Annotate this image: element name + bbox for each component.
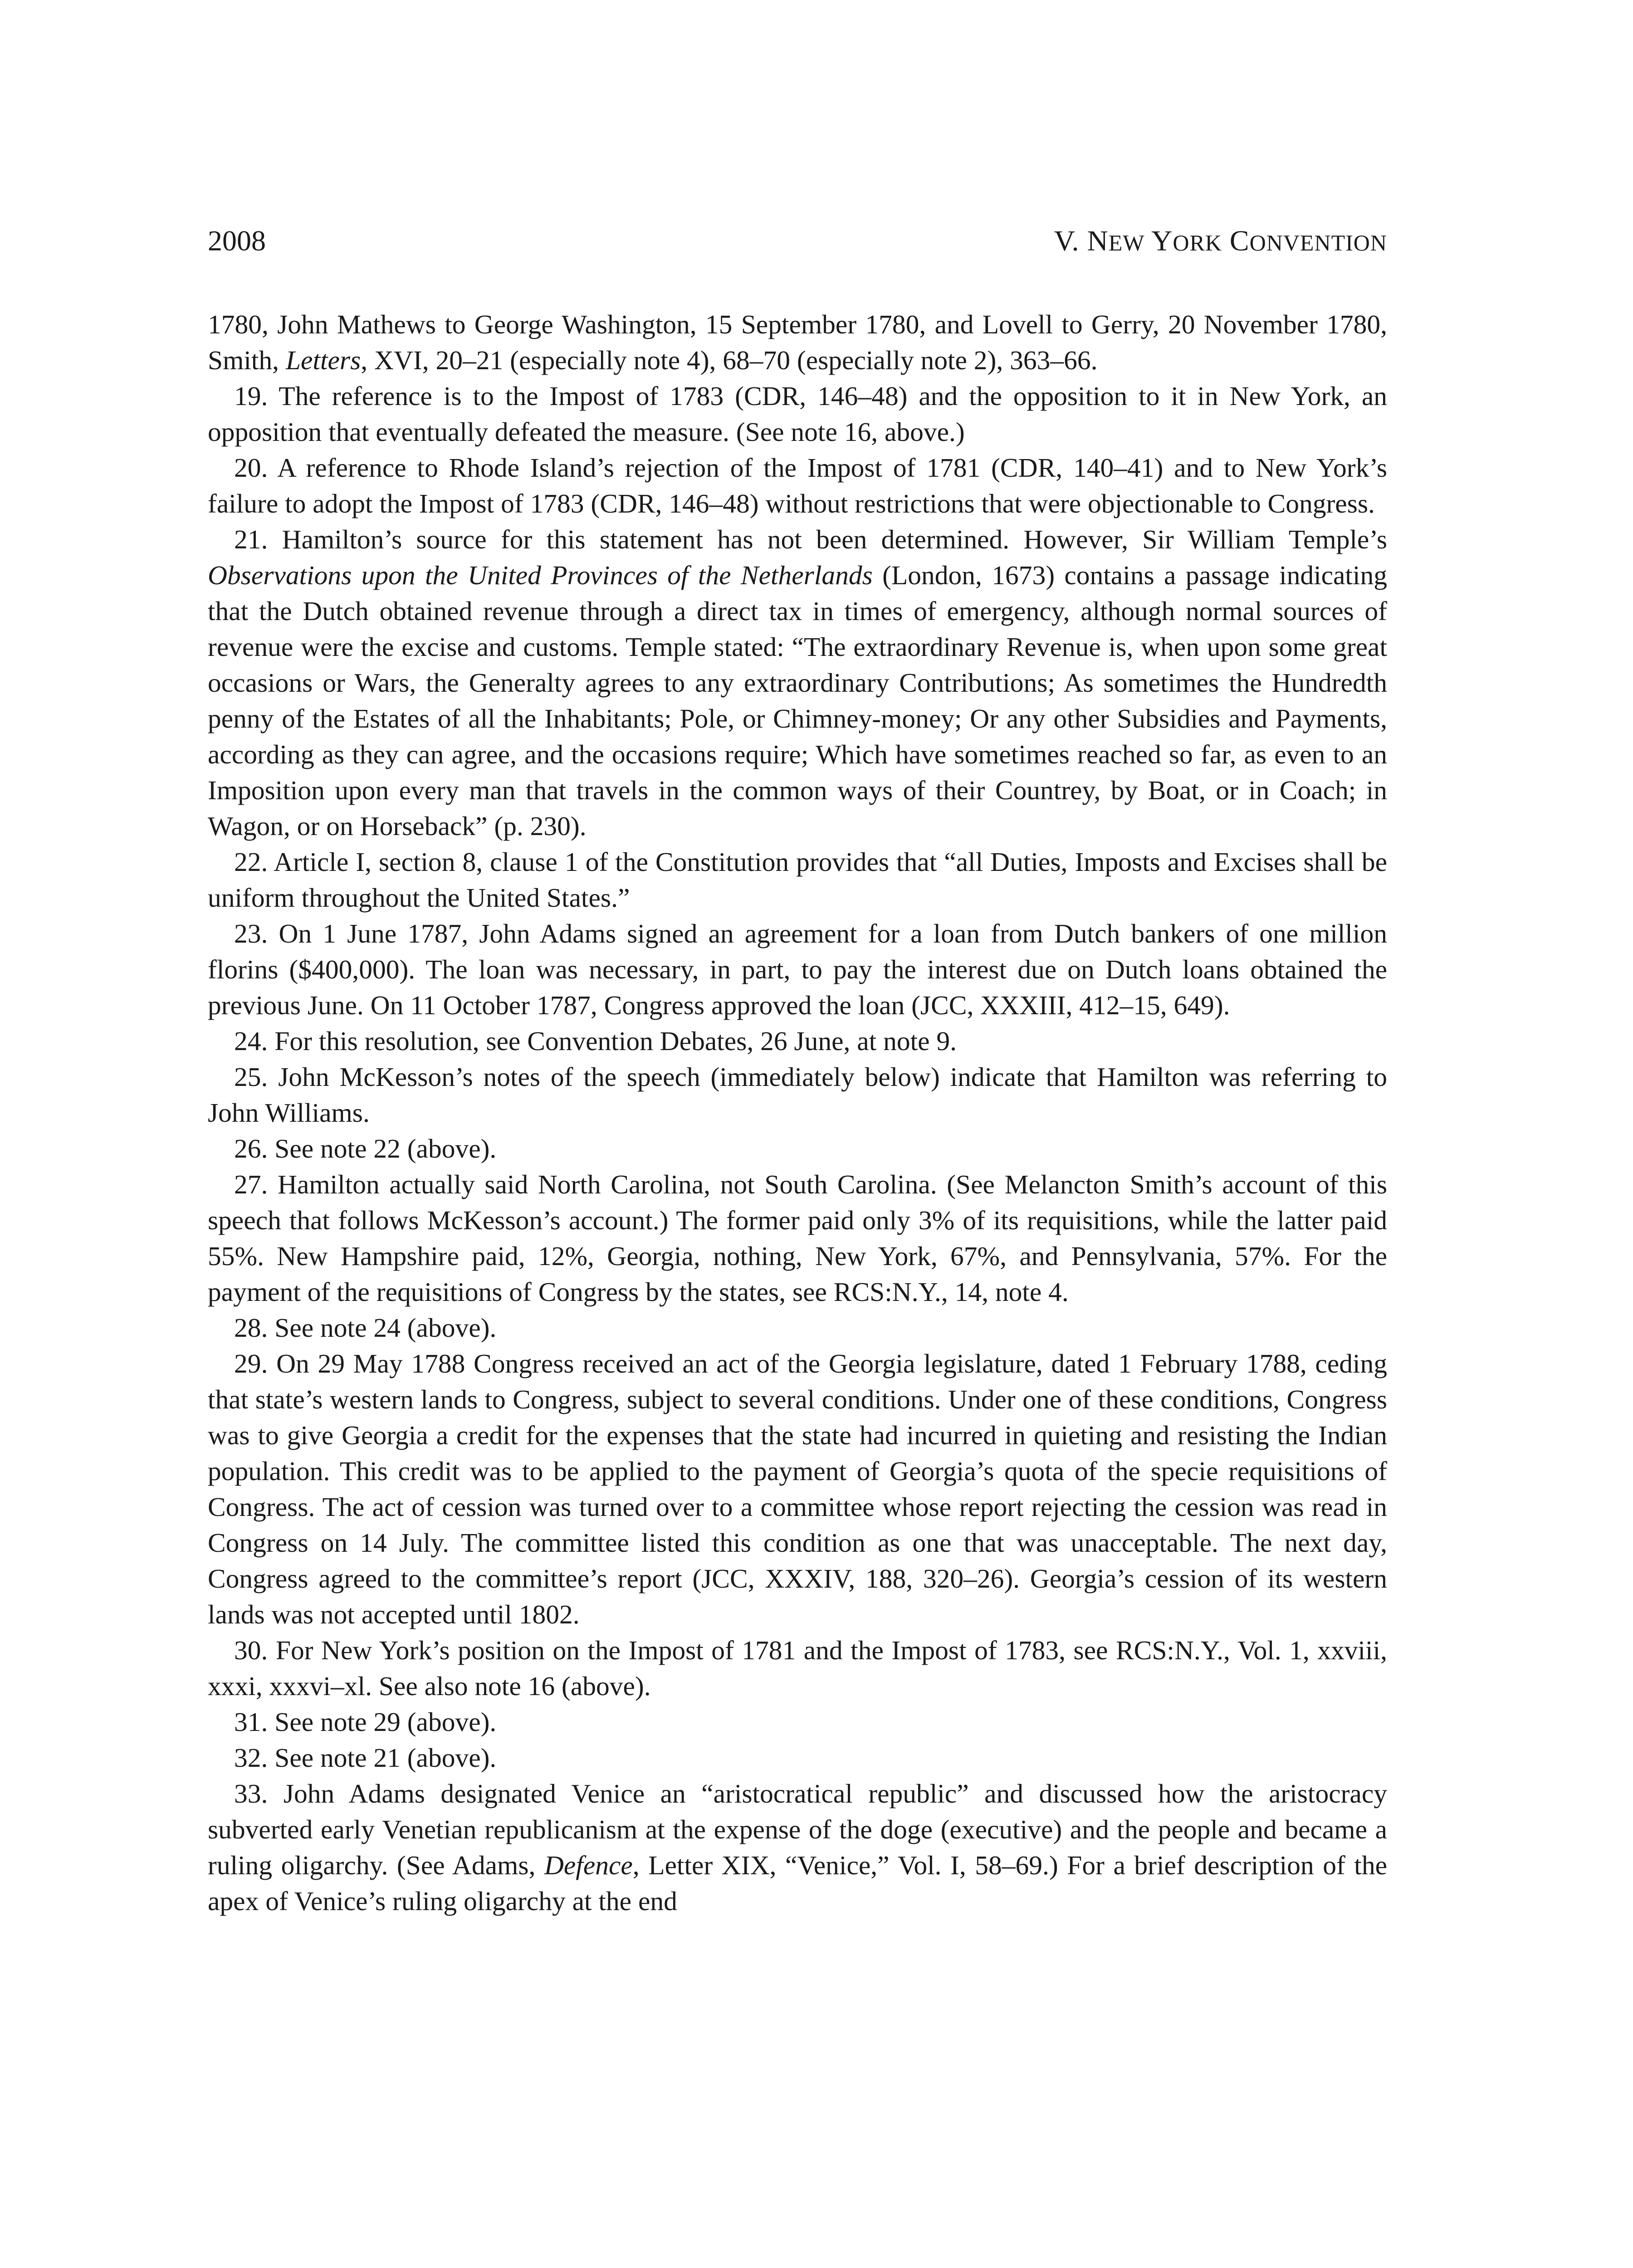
footnote-26: [208, 1131, 1387, 1167]
footnote-text: , Letter XIX, “Venice,” Vol. I, 58–69.) For a brief description of the apex of Venice’s ruling oligarchy at the end: [208, 1850, 1387, 1916]
footnote-text: John Adams designated Venice an “aristocratical republic” and discussed how the aristocracy subverted early Venetian republicanism at the expense of the doge (executive) and the people and became a ruling oligarchy. (See Adams,: [208, 1779, 1388, 1880]
footnote-28: [208, 1310, 1387, 1346]
page-number: 2008: [208, 225, 266, 257]
footnote-number: 20.: [234, 453, 277, 483]
footnote-text: The reference is to the Impost of 1783 (CDR, 146–48) and the opposition to it in New York, an opposition that eventually defeated the measure. (See note 16, above.): [208, 381, 1387, 447]
italic-title: Observations upon the United Provinces of the Netherlands: [208, 560, 873, 590]
footnote-19: [208, 378, 1387, 450]
footnote-33: [208, 1776, 1387, 1919]
footnote-number: 29.: [234, 1349, 277, 1378]
footnote-text: See note 24 (above).: [274, 1313, 497, 1343]
footnote-continuation: [208, 307, 1387, 378]
footnote-text: Hamilton’s source for this statement has not been determined. However, Sir William Temple’s: [282, 524, 1388, 554]
footnote-25: [208, 1059, 1387, 1131]
footnote-number: 30.: [234, 1635, 276, 1665]
italic-title: Defence: [544, 1850, 633, 1880]
footnote-text: For New York’s position on the Impost of 1781 and the Impost of 1783, see RCS:N.Y., Vol. 1, xxviii, xxxi, xxxvi–xl. See also note 16 (above).: [208, 1635, 1387, 1701]
footnote-text: 1780, John Mathews to George Washington, 15 September 1780, and Lovell to Gerry, 20 November 1780, Smith,: [208, 309, 1387, 375]
footnote-27: [208, 1167, 1387, 1310]
document-page: [208, 0, 1387, 2268]
footnote-number: 26.: [234, 1134, 275, 1163]
footnote-text: On 1 June 1787, John Adams signed an agreement for a loan from Dutch bankers of one million florins ($400,000). The loan was necessary, in part, to pay the interest due on Dutch loans obtained the previous June. On 11 October 1787, Congress approved the loan (JCC, XXXIII, 412–15, 649).: [208, 919, 1387, 1020]
footnote-22: [208, 844, 1387, 916]
section-title: V. NEW YORK CONVENTION: [1054, 225, 1387, 257]
footnote-number: 31.: [234, 1707, 275, 1737]
footnote-text: On 29 May 1788 Congress received an act of the Georgia legislature, dated 1 February 1788, ceding that state’s western lands to Congress, subject to several conditions. Under one of these conditions, Congress was to give Georgia a credit for the expenses that the state had incurred in quieting and resisting the Indian population. This credit was to be applied to the payment of Georgia’s quota of the specie requisitions of Congress. The act of cession was turned over to a committee whose report rejecting the cession was read in Congress on 14 July. The committee listed this condition as one that was unacceptable. The next day, Congress agreed to the committee’s report (JCC, XXXIV, 188, 320–26). Georgia’s cession of its western lands was not accepted until 1802.: [208, 1349, 1388, 1629]
footnote-number: 22.: [234, 847, 274, 877]
footnote-number: 28.: [234, 1313, 275, 1343]
footnote-text: Hamilton actually said North Carolina, not South Carolina. (See Melancton Smith’s account of this speech that follows McKesson’s account.) The former paid only 3% of its requisitions, while the latter paid 55%. New Hampshire paid, 12%, Georgia, nothing, New York, 67%, and Pennsylvania, 57%. For the payment of the requisitions of Congress by the states, see RCS:N.Y., 14, note 4.: [208, 1169, 1387, 1307]
footnote-number: 27.: [234, 1169, 278, 1199]
footnote-31: [208, 1704, 1387, 1740]
footnote-32: [208, 1740, 1387, 1776]
footnote-number: 19.: [234, 381, 279, 411]
footnote-number: 25.: [234, 1062, 279, 1092]
footnote-number: 21.: [234, 524, 282, 554]
footnote-20: [208, 450, 1387, 522]
footnote-text: See note 29 (above).: [274, 1707, 497, 1737]
footnote-29: [208, 1346, 1387, 1633]
footnote-number: 24.: [234, 1026, 275, 1056]
footnote-24: [208, 1023, 1387, 1059]
footnote-text: For this resolution, see Convention Debates, 26 June, at note 9.: [274, 1026, 957, 1056]
section-roman: V.: [1054, 225, 1087, 257]
footnote-number: 23.: [234, 919, 279, 948]
footnote-text: See note 22 (above).: [274, 1134, 497, 1163]
footnote-30: [208, 1633, 1387, 1704]
footnote-text: A reference to Rhode Island’s rejection of the Impost of 1781 (CDR, 140–41) and to New York’s failure to adopt the Impost of 1783 (CDR, 146–48) without restrictions that were objectionable to Congress.: [208, 453, 1387, 518]
footnotes-body: [208, 307, 1387, 1919]
italic-title: Letters: [285, 345, 361, 375]
footnote-number: 32.: [234, 1743, 275, 1773]
footnote-23: [208, 916, 1387, 1023]
footnote-number: 33.: [234, 1779, 284, 1809]
footnote-text: Article I, section 8, clause 1 of the Constitution provides that “all Duties, Imposts and Excises shall be uniform throughout the United States.”: [208, 847, 1388, 913]
footnote-text: See note 21 (above).: [274, 1743, 497, 1773]
footnote-21: [208, 522, 1387, 844]
running-head: [208, 220, 1387, 261]
footnote-text: (London, 1673) contains a passage indicating that the Dutch obtained revenue through a direct tax in times of emergency, although normal sources of revenue were the excise and customs. Temple stated: “The extraordinary Revenue is, when upon some great occasions or Wars, the Generalty agrees to any extraordinary Contributions; As sometimes the Hundredth penny of the Estates of all the Inhabitants; Pole, or Chimney-money; Or any other Subsidies and Payments, according as they can agree, and the occasions require; Which have sometimes reached so far, as even to an Imposition upon every man that travels in the common ways of their Countrey, by Boat, or in Coach; in Wagon, or on Horseback” (p. 230).: [208, 560, 1387, 841]
footnote-text: John McKesson’s notes of the speech (immediately below) indicate that Hamilton was referring to John Williams.: [208, 1062, 1387, 1128]
footnote-text: , XVI, 20–21 (especially note 4), 68–70 (especially note 2), 363–66.: [361, 345, 1098, 375]
